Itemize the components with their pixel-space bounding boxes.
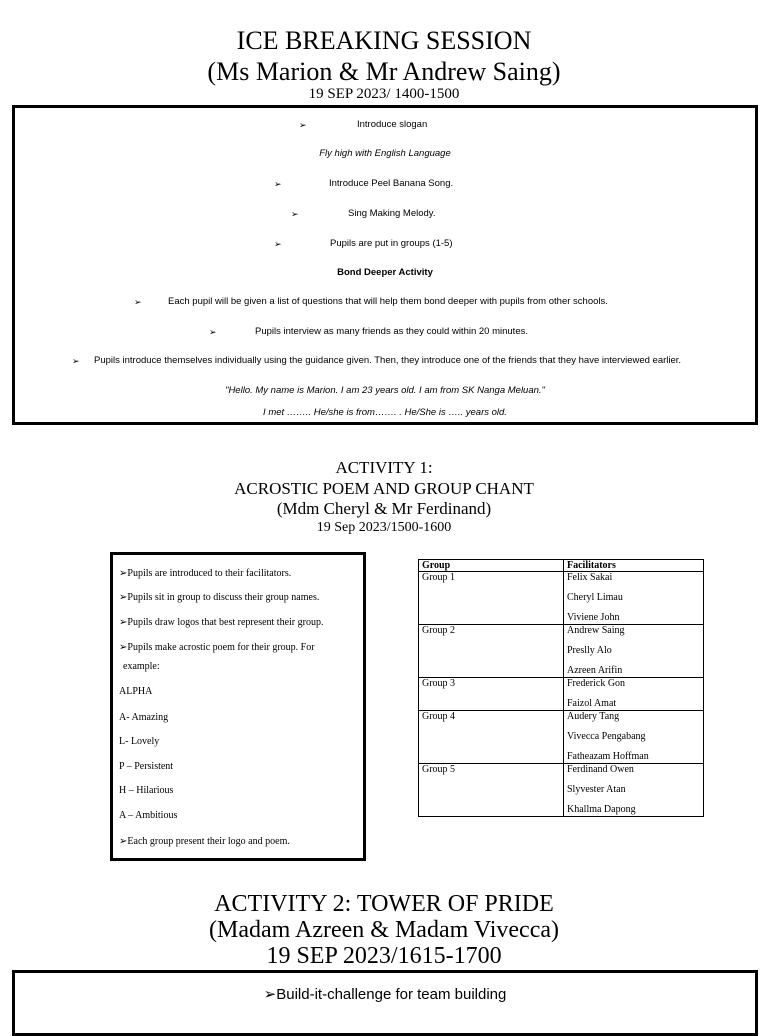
- facilitator-cell: Andrew Saing Preslly Alo Azreen Arifin: [564, 625, 704, 678]
- arrow-bullet-icon: ➢: [134, 297, 142, 307]
- arrow-bullet-icon: ➢: [119, 568, 128, 579]
- arrow-bullet-icon: ➢: [119, 617, 128, 628]
- section1-facilitators: (Ms Marion & Mr Andrew Saing): [207, 57, 561, 86]
- facilitator-cell: Audery Tang Vivecca Pengabang Fatheazam Hoffman: [564, 711, 704, 764]
- facilitator-cell: Frederick Gon Faizol Amat: [564, 678, 704, 711]
- step-line: ➢Pupils are introduced to their facilitators.: [119, 568, 292, 579]
- acrostic-word: ALPHA: [119, 686, 153, 697]
- melody-item: Sing Making Melody.: [348, 208, 436, 219]
- activity2-date: 19 SEP 2023/1615-1700: [266, 943, 502, 969]
- table-row: [419, 764, 704, 817]
- col-header-group: Group: [419, 560, 564, 572]
- arrow-bullet-icon: ➢: [291, 209, 299, 219]
- table-row: [419, 678, 704, 711]
- acrostic-line: P – Persistent: [119, 761, 174, 772]
- slogan-intro: Introduce slogan: [357, 119, 428, 130]
- group-cell: Group 4: [419, 711, 564, 764]
- facilitators-table: [418, 559, 704, 817]
- questions-item: Each pupil will be given a list of questions that will help them bond deeper with pupils from other schools.: [168, 296, 608, 307]
- interview-item: Pupils interview as many friends as they could within 20 minutes.: [255, 326, 528, 337]
- step-line: ➢Pupils draw logos that best represent their group.: [119, 617, 324, 628]
- arrow-bullet-icon: ➢: [274, 179, 282, 189]
- arrow-bullet-icon: ➢: [72, 356, 80, 366]
- groups-item: Pupils are put in groups (1-5): [330, 238, 453, 249]
- example-line-2: I met …….. He/she is from……. . He/She is ….. years old.: [263, 407, 507, 418]
- group-cell: Group 5: [419, 764, 564, 817]
- step-line-cont: example:: [123, 661, 160, 672]
- tower-of-pride-box: [12, 970, 758, 1036]
- acrostic-line: H – Hilarious: [119, 785, 174, 796]
- song-intro: Introduce Peel Banana Song.: [329, 178, 454, 189]
- acrostic-line: L- Lovely: [119, 736, 160, 747]
- activity1-subtitle: ACROSTIC POEM AND GROUP CHANT: [234, 479, 534, 498]
- arrow-bullet-icon: ➢: [263, 986, 277, 1003]
- build-challenge-item: ➢Build-it-challenge for team building: [263, 986, 507, 1003]
- facilitator-cell: Felix Sakai Cheryl Limau Viviene John: [564, 572, 704, 625]
- facilitator-cell: Ferdinand Owen Slyvester Atan Khallma Dapong: [564, 764, 704, 817]
- table-row: [419, 572, 704, 625]
- step-line: ➢Pupils sit in group to discuss their group names.: [119, 592, 320, 603]
- acrostic-line: A- Amazing: [119, 712, 169, 723]
- table-row: [419, 625, 704, 678]
- introduce-item: Pupils introduce themselves individually using the guidance given. Then, they introduce one of the friends that they have interviewed earlier.: [94, 355, 682, 366]
- step-line: ➢Pupils make acrostic poem for their group. For: [119, 642, 315, 653]
- bond-heading: Bond Deeper Activity: [337, 267, 433, 278]
- group-cell: Group 1: [419, 572, 564, 625]
- arrow-bullet-icon: ➢: [119, 592, 128, 603]
- slogan-text: Fly high with English Language: [319, 148, 451, 159]
- table-header-row: [419, 560, 704, 572]
- arrow-bullet-icon: ➢: [274, 239, 282, 249]
- step-line: ➢Each group present their logo and poem.: [119, 836, 290, 847]
- ice-breaking-box: [12, 105, 758, 425]
- group-cell: Group 2: [419, 625, 564, 678]
- group-cell: Group 3: [419, 678, 564, 711]
- arrow-bullet-icon: ➢: [119, 642, 128, 653]
- section1-date: 19 SEP 2023/ 1400-1500: [308, 86, 460, 102]
- arrow-bullet-icon: ➢: [119, 836, 128, 847]
- activity2-title: ACTIVITY 2: TOWER OF PRIDE: [214, 891, 554, 917]
- example-line-1: "Hello. My name is Marion. I am 23 years old. I am from SK Nanga Meluan.": [225, 385, 545, 396]
- table-row: [419, 711, 704, 764]
- activity1-facilitators: (Mdm Cheryl & Mr Ferdinand): [276, 499, 492, 518]
- acrostic-steps-box: [110, 552, 366, 861]
- activity2-facilitators: (Madam Azreen & Madam Vivecca): [209, 917, 559, 943]
- col-header-facilitators: Facilitators: [564, 560, 704, 572]
- arrow-bullet-icon: ➢: [209, 327, 217, 337]
- acrostic-line: A – Ambitious: [119, 810, 178, 821]
- activity1-date: 19 Sep 2023/1500-1600: [316, 520, 452, 535]
- activity1-title: ACTIVITY 1:: [335, 458, 433, 477]
- section1-title: ICE BREAKING SESSION: [236, 26, 532, 55]
- arrow-bullet-icon: ➢: [299, 120, 307, 130]
